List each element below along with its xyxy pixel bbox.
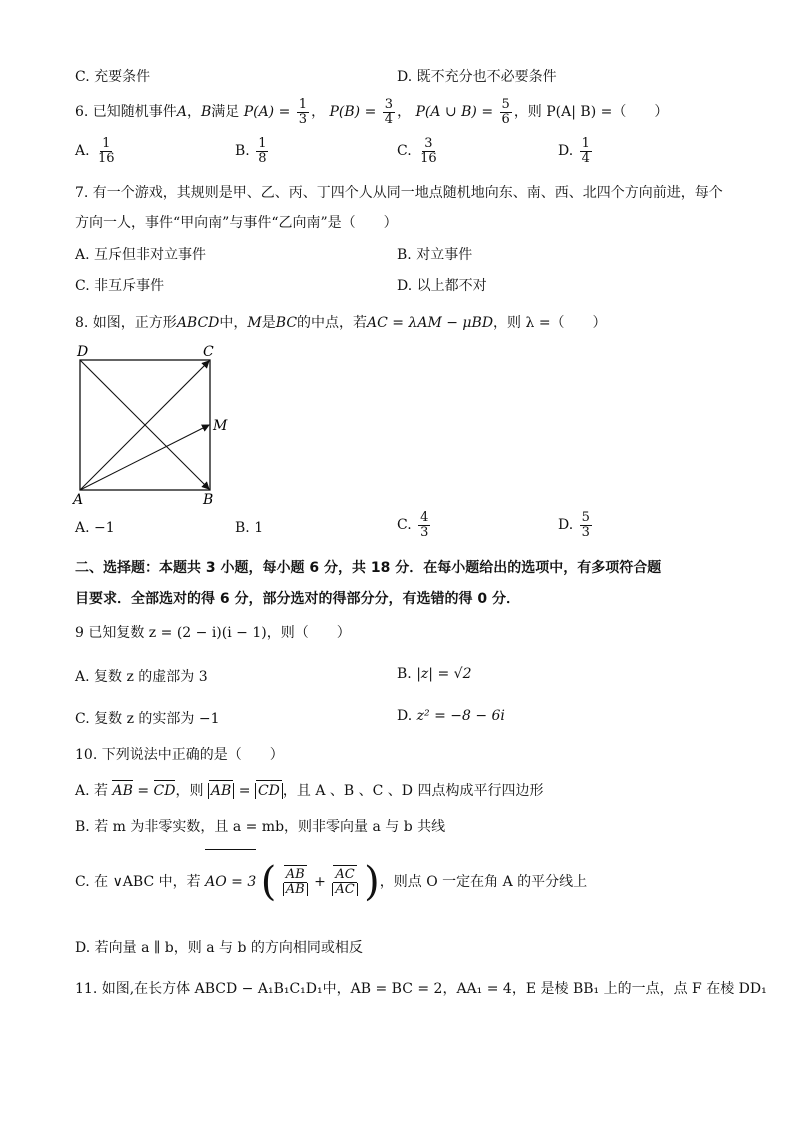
- q8-stem-b: 中，: [219, 315, 248, 331]
- q6-paub-frac: [500, 98, 512, 126]
- q8-square-name: ABCD: [176, 315, 220, 331]
- q10-option-a: A. 若 AB = CD，则 AB = CD ，且 A 、B 、C 、D 四点构成平行四边形: [75, 783, 544, 799]
- q8-square-figure: [70, 340, 240, 510]
- q8-option-d-den: 3: [581, 524, 590, 540]
- q6-paub-den: 6: [501, 111, 510, 127]
- q10-frac-ac: [332, 868, 357, 896]
- label-m: M: [213, 418, 228, 434]
- q6-pb-label: P(B) =: [329, 104, 377, 120]
- q8-stem-d: 的中点，若: [297, 315, 368, 331]
- q6-event-a: A: [176, 104, 187, 120]
- q6-stem: 6. 已知随机事件A，B满足 P(A) = $\frac{1}{3}$ ， P(B) = $\frac{3}{4}$ ， P(A ∪ B) = $\frac{5}{6}$ ，则 P(A| B) =（ ）: [75, 96, 669, 127]
- q8-stem-c: 是: [261, 315, 276, 331]
- q8-stem-a: 8. 如图，正方形: [75, 315, 177, 331]
- q5-option-d: D. 既不充分也不必要条件: [397, 69, 557, 85]
- q7-option-c: C. 非互斥事件: [75, 278, 165, 294]
- q9-stem: 9 已知复数 z = (2 − i)(i − 1)，则（ ）: [75, 625, 351, 641]
- q6-option-c-den: 16: [420, 150, 437, 166]
- q6-ask: ，则 P(A| B) =（ ）: [513, 104, 669, 120]
- q10-option-a-prefix: A. 若: [75, 783, 109, 799]
- q6-option-b: [235, 137, 270, 165]
- vector-ac: [80, 361, 209, 490]
- section2-line2: 目要求．全部选对的得 6 分，部分选对的得部分分，有选错的得 0 分．: [75, 591, 520, 607]
- q10-option-c: C. 在 ∨ABC 中，若 AO = 3 ( $\frac{AB}{AB}$ + $\frac{AC}{AC}$ )，则点 O 一定在角 A 的平分线上: [75, 852, 587, 912]
- q10-frac-ac-num: AC: [335, 866, 355, 882]
- q8-option-d-frac: [580, 511, 592, 539]
- q7-option-a: A. 互斥但非对立事件: [75, 247, 207, 263]
- q6-sep: ，: [186, 104, 201, 120]
- q10-vec-cd: CD: [153, 783, 176, 799]
- q9-option-d-math: z² = −8 − 6i: [416, 708, 505, 724]
- q8-stem-e: ，则 λ =（ ）: [493, 315, 607, 331]
- q7-option-b: B. 对立事件: [397, 247, 473, 263]
- q10-abs-cd: CD: [255, 783, 283, 799]
- q6-option-a: [75, 137, 119, 165]
- q9-option-d-label: D.: [397, 708, 413, 724]
- q8-option-d: [558, 511, 594, 539]
- q9-option-b-math: |z| = √2: [416, 666, 472, 682]
- q10-option-d: D. 若向量 a ∥ b，则 a 与 b 的方向相同或相反: [75, 940, 363, 956]
- q10-stem: 10. 下列说法中正确的是（ ）: [75, 747, 284, 763]
- q6-pb-frac: [383, 98, 395, 126]
- q6-pa-den: 3: [298, 111, 308, 127]
- q10-option-a-then: ，则: [175, 783, 204, 799]
- q6-mid: 满足: [211, 104, 240, 120]
- q8-option-d-label: D.: [558, 517, 574, 534]
- q10-frac-ac-den: AC: [332, 883, 357, 897]
- q10-frac-ab-num: AB: [285, 866, 305, 882]
- q10-vec-ab: AB: [112, 783, 133, 799]
- q6-option-d-frac: [580, 137, 592, 165]
- q6-option-b-num: 1: [258, 136, 267, 151]
- q10-paren-right: ): [364, 859, 380, 905]
- label-c: C: [203, 344, 214, 360]
- q10-option-c-prefix: C. 在 ∨ABC 中，若: [75, 874, 201, 890]
- label-a: A: [73, 492, 84, 508]
- q6-option-c-label: C.: [397, 143, 412, 160]
- q9-option-b-label: B.: [397, 666, 412, 682]
- q6-stem-prefix: 6. 已知随机事件: [75, 104, 177, 120]
- q6-option-a-num: 1: [102, 136, 111, 151]
- q7-line1: 7. 有一个游戏，其规则是甲、乙、丙、丁四个人从同一地点随机地向东、南、西、北四个方向前进，每个: [75, 185, 723, 201]
- q6-option-b-frac: [256, 137, 268, 165]
- q10-frac-ab: [283, 868, 308, 896]
- q9-option-c: C. 复数 z 的实部为 −1: [75, 711, 220, 727]
- q10-abs-ab: AB: [208, 783, 234, 799]
- q6-option-d-den: 4: [581, 150, 590, 166]
- diagonal-db: [80, 360, 209, 489]
- q5-option-c: C. 充要条件: [75, 69, 151, 85]
- q8-stem: [75, 312, 607, 332]
- q8-option-c-frac: [418, 511, 430, 539]
- q6-pb-den: 4: [384, 111, 394, 127]
- q11-line1: 11. 如图,在长方体 ABCD − A₁B₁C₁D₁中，AB = BC = 2，AA₁ = 4，E 是棱 BB₁ 上的一点，点 F 在棱 DD₁: [75, 981, 767, 997]
- q10-option-b: B. 若 m 为非零实数，且 a = mb，则非零向量 a 与 b 共线: [75, 819, 446, 835]
- q9-option-a: A. 复数 z 的虚部为 3: [75, 669, 208, 685]
- q6-pb-num: 3: [384, 96, 394, 112]
- q6-option-b-den: 8: [258, 150, 267, 166]
- q6-option-c-num: 3: [424, 136, 433, 151]
- q6-option-c: [397, 137, 441, 165]
- q10-option-a-suffix: ，且 A 、B 、C 、D 四点构成平行四边形: [282, 783, 544, 799]
- q8-vector-equation: AC = λAM − μBD: [367, 315, 494, 331]
- q9-option-d: [397, 708, 505, 724]
- q6-option-d-label: D.: [558, 143, 574, 160]
- q8-option-a: A. −1: [75, 520, 115, 536]
- vector-am: [80, 425, 209, 490]
- q8-point-m: M: [247, 315, 262, 331]
- q6-pa-label: P(A) =: [243, 104, 291, 120]
- section2-line1: 二、选择题：本题共 3 小题，每小题 6 分，共 18 分．在每小题给出的选项中，有多项符合题: [75, 560, 662, 576]
- q8-option-c-label: C.: [397, 517, 412, 534]
- q8-option-c-den: 3: [420, 524, 429, 540]
- q6-pa-num: 1: [298, 96, 308, 112]
- q7-line2: 方向一人，事件“甲向南”与事件“乙向南”是（ ）: [75, 215, 398, 231]
- q6-event-b: B: [200, 104, 212, 120]
- q10-paren-left: (: [260, 859, 277, 905]
- label-d: D: [77, 344, 89, 360]
- q10-option-c-suffix: ，则点 O 一定在角 A 的平分线上: [379, 874, 588, 890]
- q6-paub-num: 5: [501, 96, 510, 112]
- q6-pa-frac: [297, 98, 309, 126]
- q8-option-c: [397, 511, 432, 539]
- q8-option-c-num: 4: [420, 510, 429, 525]
- q9-option-b: [397, 666, 471, 682]
- q8-option-b: B. 1: [235, 520, 264, 536]
- q6-option-a-frac: [96, 137, 117, 165]
- q10-frac-ab-den: AB: [283, 883, 308, 897]
- q6-option-d-num: 1: [581, 136, 590, 151]
- q6-option-d: [558, 137, 594, 165]
- q6-paub-label: P(A ∪ B) =: [415, 104, 494, 120]
- q8-option-d-num: 5: [581, 510, 590, 525]
- q8-segment-bc: BC: [275, 315, 298, 331]
- q7-option-d: D. 以上都不对: [397, 278, 487, 294]
- q10-vec-ao: AO = 3: [205, 852, 256, 912]
- label-b: B: [203, 492, 214, 508]
- q6-option-a-label: A.: [75, 143, 90, 160]
- q6-option-c-frac: [418, 137, 439, 165]
- q6-option-b-label: B.: [235, 143, 250, 160]
- q6-option-a-den: 16: [98, 150, 115, 166]
